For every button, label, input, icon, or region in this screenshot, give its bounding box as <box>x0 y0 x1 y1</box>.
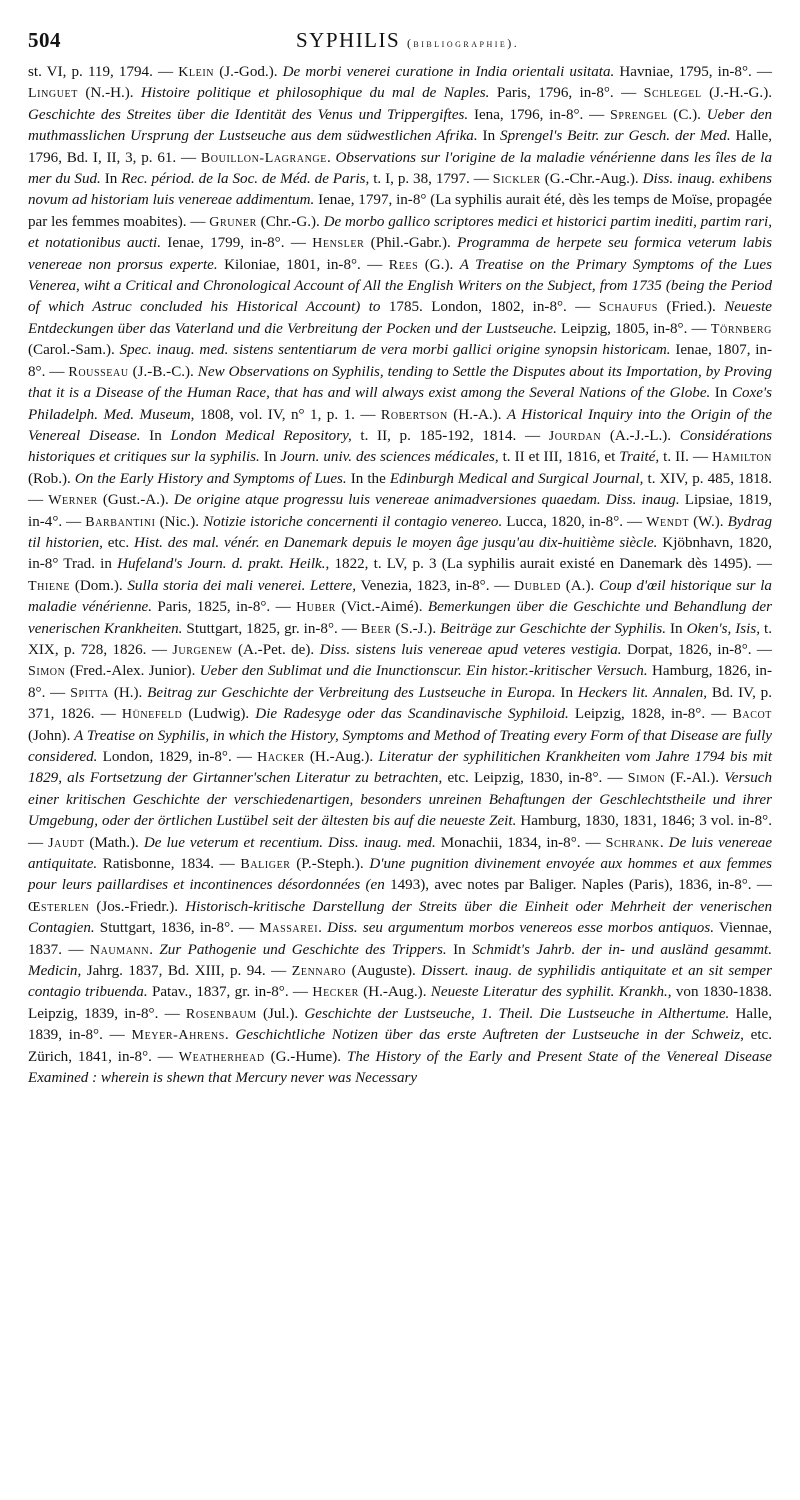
author-name: Werner <box>48 493 98 509</box>
work-title: Diss. inaug. exhibens novum ad historiam luis venereae addimentum. <box>28 171 773 209</box>
author-name: Thiene <box>28 578 71 594</box>
author-name: Bouillon-Lagrange <box>200 150 327 166</box>
author-name: Zennaro <box>291 964 347 980</box>
work-title: Heckers lit. Annalen, <box>577 684 708 701</box>
work-title: Oken's, Isis, <box>686 620 761 637</box>
work-title: D'une pugnition divinement envoyée aux hommes et aux femmes pour leurs paillardises et incontinences désordonnées <box>28 856 772 894</box>
author-name: Simon <box>28 664 66 680</box>
work-title: Neueste Entdeckungen über das Vaterland und die Verbreitung der Pocken und der Lustseuche. <box>28 299 772 337</box>
work-title: Histoire politique et philosophique du mal de Naples. <box>140 85 490 102</box>
author-name: Meyer-Ahrens <box>131 1028 225 1044</box>
work-title: Coup d'œil historique sur la maladie vénérienne. <box>28 577 772 616</box>
author-name: Sickler <box>492 172 541 188</box>
work-title: Ueber den muthmasslichen Ursprung der Lustseuche aus dem südwestlichen Afrika. <box>28 106 773 145</box>
work-title: Geschichte des Streites über die Identität des Venus und Trippergiftes. <box>28 106 469 123</box>
author-name: Jurgenew <box>172 642 233 658</box>
work-title: Zur Pathogenie und Geschichte des Trippers. <box>159 941 447 958</box>
work-title: Bydrag til historien, <box>28 513 773 551</box>
author-name: Klein <box>178 65 215 80</box>
work-title: Beitrag zur Geschichte der Verbreitung des Lustseuche in Europa. <box>147 684 556 701</box>
work-title: Geschichtliche Notizen über das erste Auftreten der Lustseuche in der Schweiz, <box>235 1027 744 1044</box>
work-title: Bemerkungen über die Geschichte und Behandlung der venerischen Krankheiten. <box>28 599 772 637</box>
work-title: De morbi venerei curatione in India orientali usitata. <box>282 64 615 80</box>
author-name: Schlegel <box>643 86 702 102</box>
author-name: Beer <box>360 621 392 637</box>
author-name: Œsterlen <box>28 899 90 915</box>
work-title: Edinburgh Medical and Surgical Journal, <box>389 470 644 487</box>
page-header <box>28 22 772 56</box>
work-title: Sulla storia dei mali venerei. Lettere, <box>127 577 357 594</box>
work-title: Hist. des mal. vénér. en Danemark depuis le moyen âge jusqu'au dix-huitième siècle. <box>133 534 658 551</box>
author-name: Spitta <box>70 685 110 701</box>
work-title: Hufeland's Journ. d. prakt. Heilk., <box>117 556 330 573</box>
work-title: (en <box>365 877 385 894</box>
running-title-main: SYPHILIS <box>296 28 401 52</box>
running-title <box>296 28 519 53</box>
author-name: Schaufus <box>598 300 658 316</box>
work-title: Observations sur l'origine de la maladie vénérienne dans les îles de la mer du Sud. <box>28 149 772 188</box>
author-name: Weatherhead <box>178 1049 265 1065</box>
work-title: Programma de herpete seu formica veterum labis venereae non prorsus experte. <box>28 235 772 273</box>
work-title: De lue veterum et recentium. Diss. inaug. med. <box>143 834 436 851</box>
author-name: Naumann <box>89 942 150 958</box>
work-title: Geschichte der Lustseuche, 1. Theil. Die Lustseuche in Althertume. <box>304 1005 730 1022</box>
author-name: Barbantini <box>85 514 156 530</box>
bibliography-text: st. VI, p. 119, 1794. — Klein (J.-God.). De morbi venerei curatione in India orientali usitata. Havniae, 1795, in-8°. — Linguet (N.-H.). Histoire politique et philosophique du mal de Naples. Paris, 1796, in-8°. — Schlegel (J.-H.-G.). Geschichte des Streites über die Identität des Venus und Trippergiftes. Iena, 1796, in-8°. — Sprengel (C.). Ueber den muthmasslichen Ursprung der Lustseuche aus dem südwestlichen Afrika. In Sprengel's Beitr. zur Gesch. der Med. Halle, 1796, Bd. I, II, 3, p. 61. — Bouillon-Lagrange. Observations sur l'origine de la maladie vénérienne dans les îles de la mer du Sud. In Rec. périod. de la Soc. de Méd. de Paris, t. I, p. 38, 1797. — Sickler (G.-Chr.-Aug.). Diss. inaug. exhibens novum ad historiam luis venereae addimentum. Ienae, 1797, in-8° (La syphilis aurait été, dès les temps de Moïse, propagée par les femmes moabites). — Gruner (Chr.-G.). De morbo gallico scriptores medici et historici partim inediti, partim rari, et notationibus aucti. Ienae, 1799, in-8°. — Hensler (Phil.-Gabr.). Programma de herpete seu formica veterum labis venereae non prorsus experte. Kiloniae, 1801, in-8°. — Rees (G.). A Treatise on the Primary Symptoms of the Lues Venerea, wiht a Critical and Chronological Account of All the English Writers on the Subject, from 1735 (being the Period of which Astruc concluded his Historical Account) to 1785. London, 1802, in-8°. — Schaufus (Fried.). Neueste Entdeckungen über das Vaterland und die Verbreitung der Pocken und der Lustseuche. Leipzig, 1805, in-8°. — Törnberg (Carol.-Sam.). Spec. inaug. med. sistens sententiarum de vera morbi gallici origine synopsin historicam. Ienae, 1807, in-8°. — Rousseau (J.-B.-C.). New Observations on Syphilis, tending to Settle the Disputes about its Importation, by Proving that it is a Disease of the Human Race, that has and will always exist among the Several Nations of the Globe. In Coxe's Philadelph. Med. Museum, 1808, vol. IV, n° 1, p. 1. — Robertson (H.-A.). A Historical Inquiry into the Origin of the Venereal Disease. In London Medical Repository, t. II, p. 185-192, 1814. — Jourdan (A.-J.-L.). Considérations historiques et critiques sur la syphilis. In Journ. univ. des sciences médicales, t. II et III, 1816, et Traité, t. II. — Hamilton (Rob.). On the Early History and Symptoms of Lues. In the Edinburgh Medical and Surgical Journal, t. XIV, p. 485, 1818. — Werner (Gust.-A.). De origine atque progressu luis venereae animadversiones quaedam. Diss. inaug. Lipsiae, 1819, in-4°. — Barbantini (Nic.). Notizie istoriche concernenti il contagio venereo. Lucca, 1820, in-8°. — Wendt (W.). Bydrag til historien, etc. Hist. des mal. vénér. en Danemark depuis le moyen âge jusqu'au dix-huitième siècle. Kjöbnhavn, 1820, in-8° Trad. in Hufeland's Journ. d. prakt. Heilk., 1822, t. LV, p. 3 (La syphilis aurait existé en Danemark dès 1495). — Thiene (Dom.). Sulla storia dei mali venerei. Lettere, Venezia, 1823, in-8°. — Dubled (A.). Coup d'œil historique sur la maladie vénérienne. Paris, 1825, in-8°. — Huber (Vict.-Aimé). Bemerkungen über die Geschichte und Behandlung der venerischen Krankheiten. Stuttgart, 1825, gr. in-8°. — Beer (S.-J.). Beiträge zur Geschichte der Syphilis. In Oken's, Isis, t. XIX, p. 728, 1826. — Jurgenew (A.-Pet. de). Diss. sistens luis venereae apud veteres vestigia. Dorpat, 1826, in-8°. — Simon (Fred.-Alex. Junior). Ueber den Sublimat und die Inunctionscur. Ein histor.-kritischer Versuch. Hamburg, 1826, in-8°. — Spitta (H.). Beitrag zur Geschichte der Verbreitung des Lustseuche in Europa. In Heckers lit. Annalen, Bd. IV, p. 371, 1826. — Hünefeld (Ludwig). Die Radesyge oder das Scandinavische Syphiloid. Leipzig, 1828, in-8°. — Bacot (John). A Treatise on Syphilis, in which the History, Symptoms and Method of Treating every Form of that Disease are fully considered. London, 1829, in-8°. — Hacker (H.-Aug.). Literatur der syphilitichen Krankheiten vom Jahre 1794 bis mit 1829, als Fortsetzung der Girtanner'schen Literatur zu betrachten, etc. Leipzig, 1830, in-8°. — Simon (F.-Al.). Versuch einer kritischen Geschichte der verschiedenartigen, besonders unreinen Behaftungen der Geschlechtstheile und ihrer Umgebung, oder der örtlichen Lustübel seit der ältesten bis auf die neueste Zeit. Hamburg, 1830, 1831, 1846; 3 vol. in-8°. — Jaudt (Math.). De lue veterum et recentium. Diss. inaug. med. Monachii, 1834, in-8°. — Schrank. De luis venereae antiquitate. Ratisbonne, 1834. — Baliger (P.-Steph.). D'une pugnition divinement envoyée aux hommes et aux femmes pour leurs paillardises et incontinences désordonnées (en 1493), avec notes par Baliger. Naples (Paris), 1836, in-8°. — Œsterlen (Jos.-Friedr.). Historisch-kritische Darstellung der Streits über die Einheit oder Mehrheit der venerischen Contagien. Stuttgart, 1836, in-8°. — Massarei. Diss. seu argumentum morbos venereos esse morbos antiquos. Viennae, 1837. — Naumann. Zur Pathogenie und Geschichte des Trippers. In Schmidt's Jahrb. der in- und ausländ gesammt. Medicin, Jahrg. 1837, Bd. XIII, p. 94. — Zennaro (Auguste). Dissert. inaug. de syphilidis antiquitate et an sit semper contagio tribuenda. Patav., 1837, gr. in-8°. — Hecker (H.-Aug.). Neueste Literatur des syphilit. Krankh., von 1830-1838. Leipzig, 1839, in-8°. — Rosenbaum (Jul.). Geschichte der Lustseuche, 1. Theil. Die Lustseuche in Althertume. Halle, 1839, in-8°. — Meyer-Ahrens. Geschichtliche Notizen über das erste Auftreten der Lustseuche in der Schweiz, etc. Zürich, 1841, in-8°. — Weatherhead (G.-Hume). The History of the Early and Present State of the Venereal Disease Examined : wherein is shewn that Mercury never was Necessary <box>28 64 773 1087</box>
work-title: Spec. inaug. med. sistens sententiarum de vera morbi gallici origine synopsin historicam. <box>119 342 671 359</box>
work-title: London Medical Repository, <box>170 427 352 444</box>
work-title: Historisch-kritische Darstellung der Streits über die Einheit oder Mehrheit der venerischen Contagien. <box>28 898 772 937</box>
author-name: Baliger <box>240 857 291 873</box>
work-title: Die Radesyge oder das Scandinavische Syphiloid. <box>255 706 569 723</box>
page-number: 504 <box>28 28 61 52</box>
author-name: Hünefeld <box>121 707 183 723</box>
author-name: Massarei <box>259 921 319 937</box>
work-title: Diss. seu argumentum morbos venereos esse morbos antiquos. <box>327 920 714 937</box>
author-name: Rosenbaum <box>185 1006 257 1022</box>
work-title: Traité, <box>619 449 660 466</box>
author-name: Dubled <box>514 578 562 594</box>
work-title: New Observations on Syphilis, tending to Settle the Disputes about its Importation, by Proving that it is a Disease of the Human Race, that has and will always exist among the Several Nations of the Globe. <box>28 363 772 402</box>
work-title: De origine atque progressu luis venereae animadversiones quaedam. Diss. inaug. <box>173 492 680 509</box>
author-name: Rousseau <box>68 364 129 380</box>
running-title-sub: (bibliographie). <box>406 36 520 50</box>
work-title: A Treatise on the Primary Symptoms of the Lues Venerea, wiht a Critical and Chronological Account of All the English Writers on the Subject, from 1735 (being the Period of which Astruc concluded his Historical Account) to <box>28 256 773 316</box>
author-name: Hensler <box>312 236 365 252</box>
author-name: Jourdan <box>548 428 602 444</box>
author-name: Rees <box>388 257 419 273</box>
author-name: Jaudt <box>48 835 85 851</box>
book-page <box>28 22 772 1090</box>
work-title: Diss. sistens luis venereae apud veteres vestigia. <box>319 641 622 658</box>
work-title: Neueste Literatur des syphilit. Krankh., <box>430 984 672 1001</box>
work-title: A Treatise on Syphilis, in which the History, Symptoms and Method of Treating every Form of that Disease are fully considered. <box>28 727 772 765</box>
work-title: De luis venereae antiquitate. <box>28 834 773 873</box>
work-title: Literatur der syphilitichen Krankheiten vom Jahre 1794 bis mit 1829, als Fortsetzung der Girtanner'schen Literatur zu betrachten, <box>28 749 773 787</box>
author-name: Törnberg <box>710 321 772 337</box>
author-name: Hecker <box>312 985 359 1001</box>
author-name: Schrank <box>605 835 660 851</box>
work-title: A Historical Inquiry into the Origin of the Venereal Disease. <box>28 406 773 444</box>
work-title: Beiträge zur Geschichte der Syphilis. <box>440 620 667 637</box>
work-title: Considérations historiques et critiques sur la syphilis. <box>28 427 772 466</box>
work-title: Ueber den Sublimat und die Inunctionscur. Ein histor.-kritischer Versuch. <box>199 663 648 680</box>
work-title: Schmidt's Jahrb. der in- und ausländ gesammt. Medicin, <box>28 941 773 980</box>
author-name: Linguet <box>28 86 78 102</box>
work-title: Coxe's Philadelph. Med. Museum, <box>28 385 772 423</box>
author-name: Simon <box>627 771 666 787</box>
work-title: Dissert. inaug. de syphilidis antiquitate et an sit semper contagio tribuenda. <box>28 963 773 1001</box>
work-title: De morbo gallico scriptores medici et historici partim inediti, partim rari, et notationibus aucti. <box>28 213 773 252</box>
author-name: Robertson <box>380 407 448 423</box>
author-name: Hacker <box>257 750 305 765</box>
author-name: Wendt <box>646 514 690 530</box>
author-name: Huber <box>296 600 336 616</box>
author-name: Bacot <box>732 707 772 723</box>
work-title: Sprengel's Beitr. zur Gesch. der Med. <box>500 128 731 145</box>
author-name: Hamilton <box>712 450 772 466</box>
author-name: Sprengel <box>609 107 668 123</box>
work-title: The History of the Early and Present State of the Venereal Disease Examined : wherein is shewn that Mercury never was Necessary <box>28 1048 772 1087</box>
work-title: Notizie istoriche concernenti il contagio venereo. <box>203 513 503 530</box>
author-name: Gruner <box>209 214 257 230</box>
work-title: Rec. périod. de la Soc. de Méd. de Paris, <box>121 171 370 188</box>
work-title: Journ. univ. des sciences médicales, <box>280 449 499 466</box>
work-title: Versuch einer kritischen Geschichte der verschiedenartigen, besonders unreinen Behaftungen der Geschlechtstheile und ihrer Umgebung, oder der örtlichen Lustübel seit der ältesten bis auf die neueste Zeit. <box>28 770 773 830</box>
work-title: On the Early History and Symptoms of Lues. <box>74 470 347 487</box>
